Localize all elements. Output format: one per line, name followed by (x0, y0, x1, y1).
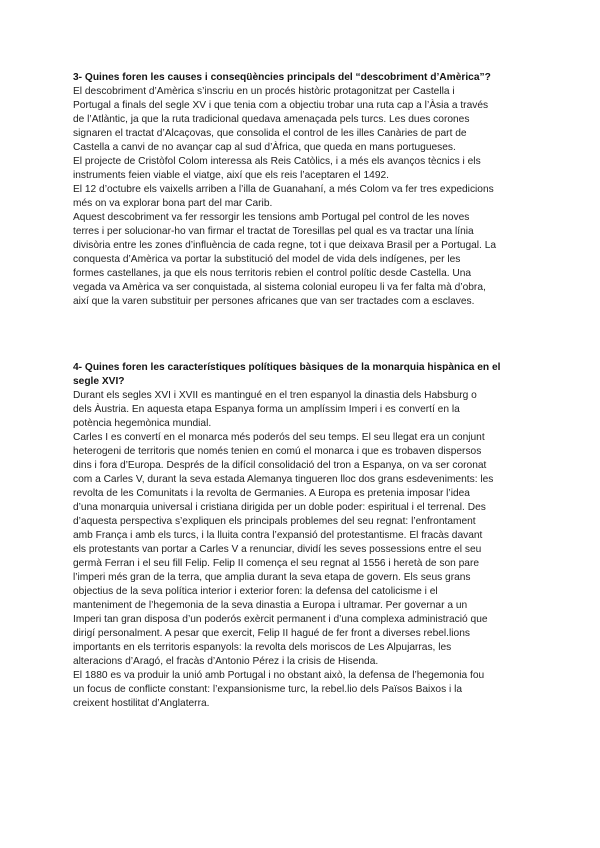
question-3-answer (73, 85, 533, 309)
answer-line: potència hegemònica mundial. (73, 418, 212, 429)
question-4-section (73, 361, 533, 711)
heading-line: 4- Quines foren les característiques polítiques bàsiques de la monarquia hispànica en el (73, 362, 501, 373)
answer-line: amb França i amb els turcs, i la lluita contra l’expansió del protestantisme. El fracàs davant (73, 530, 483, 541)
answer-line: com a Carles V, durant la seva estada Alemanya tingueren lloc dos grans esdeveniments: les (73, 474, 494, 485)
answer-line: d’aquesta perspectiva s’expliquen els principals problemes del seu regnat: l’enfrontament (73, 516, 476, 527)
answer-line: importants en els territoris espanyols: la revolta dels moriscos de Les Alpujarras, les (73, 642, 452, 653)
answer-line: conquesta d’Amèrica va portar la substitució del model de vida dels indígenes, per les (73, 254, 461, 265)
answer-line: dins i fora d’Europa. Després de la difícil consolidació del tron a Espanya, on va ser coronat (73, 460, 487, 471)
answer-line: terres i per solucionar-ho van firmar el tractat de Toresillas pel qual es va tractar una línia (73, 226, 474, 237)
answer-line: Imperi tan gran disposa d’un poderós exèrcit permanent i d’una complexa administració que (73, 614, 488, 625)
question-4-answer (73, 389, 533, 711)
answer-line: germà Ferran i el seu fill Felip. Felip II comença el seu regnat al 1556 i heretà de son pare (73, 558, 480, 569)
answer-line: objectius de la seva política interior i exterior foren: la defensa del catolicisme i el (73, 586, 438, 597)
question-3-section (73, 71, 533, 309)
answer-line: signaren el tractat d’Alcaçovas, que consolida el control de les illes Canàries de part de (73, 128, 467, 139)
answer-line: l’imperi més gran de la terra, que amplia durant la seva etapa de govern. Els seus grans (73, 572, 471, 583)
answer-line: Castella a canvi de no avançar cap al sud d’Àfrica, que queda en mans portugueses. (73, 142, 456, 153)
answer-line: d’una monarquia universal i cristiana dirigida per un doble poder: espiritual i el terrenal. Des (73, 502, 486, 513)
answer-line: divisòria entre les zones d’influència de cada regne, tot i que deixava Brasil per a Portugal. La (73, 240, 497, 251)
answer-line: Durant els segles XVI i XVII es mantingué en el tren espanyol la dinastia dels Habsburg o (73, 390, 477, 401)
answer-line: un focus de conflicte constant: l’expansionisme turc, la rebel.lio dels Països Baixos i la (73, 684, 463, 695)
question-3-heading: 3- Quines foren les causes i conseqüències principals del “descobriment d’Amèrica”? (73, 72, 491, 83)
answer-line: formes castellanes, ja que els nous territoris rebien el control polític desde Castella. Una (73, 268, 472, 279)
answer-line: més on va explorar bona part del mar Carib. (73, 198, 273, 209)
answer-line: així que la varen substituir per persones africanes que van ser tractades com a esclaves. (73, 296, 475, 307)
answer-line: manteniment de l’hegemonia de la seva dinastia a Europa i ultramar. Per governar a un (73, 600, 468, 611)
answer-line: El projecte de Cristòfol Colom interessa als Reis Catòlics, i a més els avanços tècnics i els (73, 156, 481, 167)
answer-line: El descobriment d’Amèrica s’inscriu en un procés històric protagonitzat per Castella i (73, 86, 455, 97)
answer-line: Aquest descobriment va fer ressorgir les tensions amb Portugal pel control de les noves (73, 212, 470, 223)
answer-line: dirigí personalment. A pesar que exercit, Felip II hagué de fer front a diverses rebel.lions (73, 628, 470, 639)
answer-line: vegada va Amèrica va ser conquistada, al sistema colonial europeu li va fer falta mà d’obra, (73, 282, 486, 293)
answer-line: revolta de les Comunitats i la revolta de Germanies. A Europa es pretenia imposar l’idea (73, 488, 470, 499)
answer-line: Portugal a finals del segle XV i que tenia com a objectiu trobar una ruta cap a l’Àsia a través (73, 100, 489, 111)
answer-line: creixent hostilitat d’Anglaterra. (73, 698, 210, 709)
answer-line: instruments feien viable el viatge, així que els reis l’aceptaren el 1492. (73, 170, 389, 181)
answer-line: els protestants van portar a Carles V a renunciar, dividí les seves possessions entre el seu (73, 544, 482, 555)
answer-line: El 1880 es va produir la unió amb Portugal i no obstant això, la defensa de l’hegemonia fou (73, 670, 485, 681)
question-4-heading (73, 361, 533, 389)
answer-line: El 12 d’octubre els vaixells arriben a l’illa de Guanahaní, a més Colom va fer tres expedicions (73, 184, 494, 195)
answer-line: Carles I es convertí en el monarca més poderós del seu temps. El seu llegat era un conjunt (73, 432, 485, 443)
heading-line: segle XVI? (73, 376, 125, 387)
answer-line: heterogeni de territoris que només tenien en comú el monarca i que es trobaven dispersos (73, 446, 482, 457)
answer-line: dels Àustria. En aquesta etapa Espanya forma un amplíssim Imperi i es convertí en la (73, 404, 460, 415)
answer-line: alteracions d’Aragó, el fracàs d’Antonio Pérez i la crisis de Hisenda. (73, 656, 379, 667)
answer-line: de l’Atlàntic, ja que la ruta tradicional quedava amenaçada pels turcs. Les dues corones (73, 114, 470, 125)
